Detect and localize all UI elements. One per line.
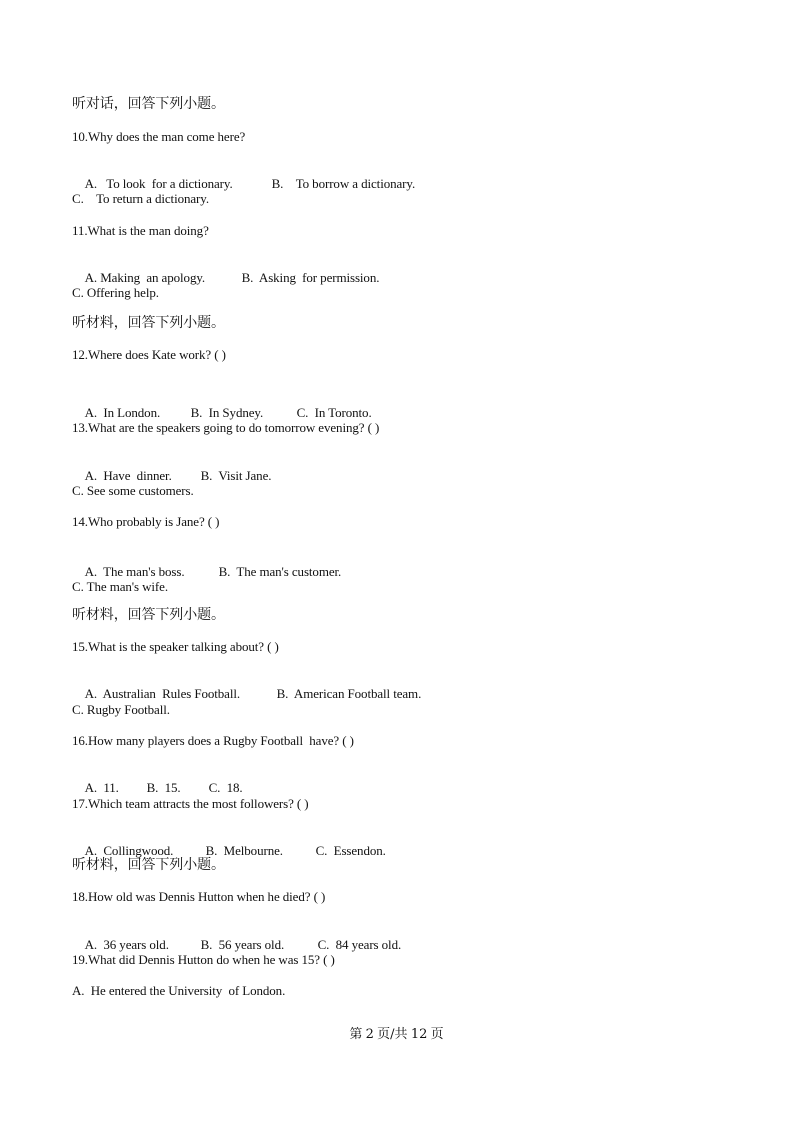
option-c: C. Rugby Football.	[72, 702, 170, 717]
question-19: 19.What did Dennis Hutton do when he was 15? ( )	[72, 952, 335, 967]
option-a: A. 11.	[84, 780, 119, 795]
footer-prefix: 第	[349, 1027, 363, 1042]
option-b: B. American Football team.	[276, 686, 422, 701]
option-b: B. Visit Jane.	[200, 468, 272, 483]
question-10: 10.Why does the man come here?	[72, 129, 246, 144]
option-a: A. Making an apology.	[84, 270, 206, 285]
option-c: C. The man's wife.	[72, 579, 168, 594]
option-a: A. He entered the University of London.	[72, 983, 286, 998]
section-heading: 听材料，回答下列小题。	[72, 857, 225, 873]
section-heading: 听材料，回答下列小题。	[72, 315, 225, 331]
question-14: 14.Who probably is Jane? ( )	[72, 514, 220, 529]
option-b: B. 56 years old.	[200, 937, 285, 952]
question-13: 13.What are the speakers going to do tomorrow evening? ( )	[72, 420, 380, 435]
page-footer	[0, 1026, 793, 1043]
option-c: C. In Toronto.	[296, 405, 372, 420]
footer-page-number: 2	[365, 1027, 374, 1042]
option-b: B. In Sydney.	[190, 405, 264, 420]
option-b: B. The man's customer.	[218, 564, 342, 579]
question-16: 16.How many players does a Rugby Football have? ( )	[72, 733, 354, 748]
option-a: A. 36 years old.	[84, 937, 169, 952]
option-a: A. In London.	[84, 405, 161, 420]
footer-total-pages: 12	[410, 1027, 428, 1042]
option-b: B. To borrow a dictionary.	[271, 176, 416, 191]
footer-separator: 页/共	[377, 1027, 408, 1042]
option-b: B. Melbourne.	[205, 843, 283, 858]
question-17: 17.Which team attracts the most followers? ( )	[72, 796, 309, 811]
question-12: 12.Where does Kate work? ( )	[72, 347, 226, 362]
question-15: 15.What is the speaker talking about? ( )	[72, 639, 279, 654]
option-a: A. Australian Rules Football.	[84, 686, 241, 701]
question-11: 11.What is the man doing?	[72, 223, 209, 238]
footer-suffix: 页	[430, 1027, 444, 1042]
option-a: A. The man's boss.	[84, 564, 185, 579]
option-c: C. 18.	[208, 780, 243, 795]
section-heading: 听对话，回答下列小题。	[72, 96, 225, 112]
option-b: B. 15.	[146, 780, 181, 795]
option-c: C. Offering help.	[72, 285, 159, 300]
option-c: C. Essendon.	[315, 843, 386, 858]
option-a: A. To look for a dictionary.	[84, 176, 233, 191]
option-a: A. Have dinner.	[84, 468, 172, 483]
option-c: C. To return a dictionary.	[72, 191, 209, 206]
option-b: B. Asking for permission.	[241, 270, 380, 285]
option-c: C. 84 years old.	[317, 937, 402, 952]
option-a: A. Collingwood.	[84, 843, 174, 858]
option-c: C. See some customers.	[72, 483, 194, 498]
question-18: 18.How old was Dennis Hutton when he died? ( )	[72, 889, 326, 904]
section-heading: 听材料，回答下列小题。	[72, 607, 225, 623]
